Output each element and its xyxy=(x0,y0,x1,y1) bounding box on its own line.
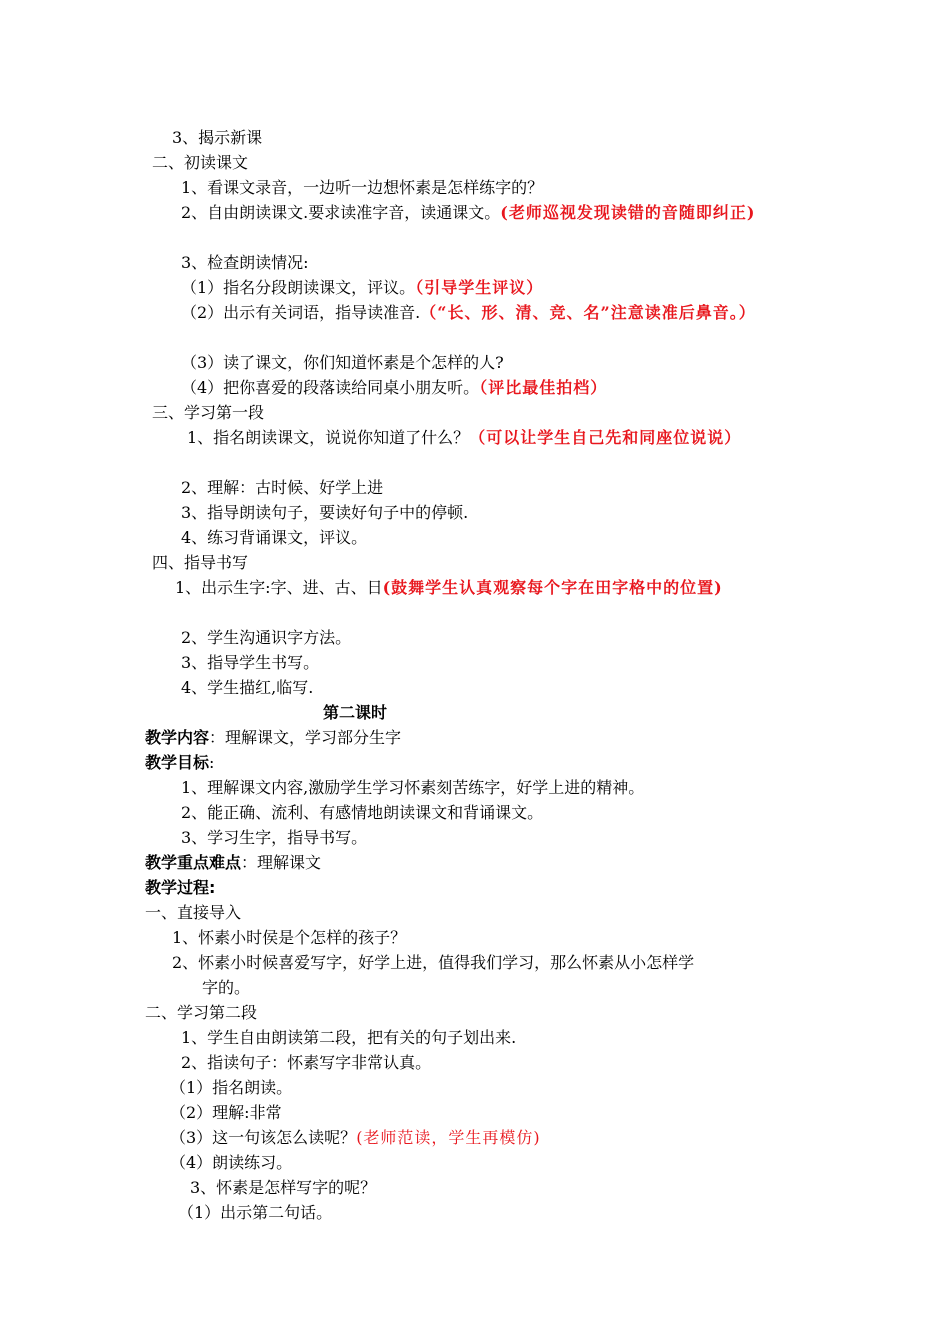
line-text: 3、学习生字，指导书写。 xyxy=(181,828,368,847)
text-line xyxy=(170,1150,835,1175)
line-text: 一、直接导入 xyxy=(145,903,242,922)
line-text: （4）把你喜爱的段落读给同桌小朋友听。 xyxy=(181,378,480,397)
teacher-note: (鼓舞学生认真观察每个字在田字格中的位置) xyxy=(382,578,723,597)
line-text: （3）读了课文，你们知道怀素是个怎样的人? xyxy=(181,353,504,372)
section-heading xyxy=(152,150,817,175)
line-text: 2、自由朗读课文.要求读准字音，读通课文。 xyxy=(181,203,501,222)
text-line xyxy=(145,300,810,325)
line-text: 字的。 xyxy=(202,978,251,997)
line-text: （1）出示第二句话。 xyxy=(178,1203,333,1222)
text-line xyxy=(181,375,846,400)
line-text: 3、指导朗读句子，要读好句子中的停顿. xyxy=(181,503,469,522)
label: 教学目标 xyxy=(145,753,210,772)
line-text: 1、看课文录音，一边听一边想怀素是怎样练字的？ xyxy=(181,178,544,197)
text-line xyxy=(181,825,846,850)
text-line xyxy=(181,650,846,675)
teacher-note: （可以让学生自己先和同座位说说） xyxy=(469,428,742,447)
line-text: 1、学生自由朗读第二段，把有关的句子划出来. xyxy=(181,1028,517,1047)
text-line xyxy=(145,200,810,225)
lesson-heading xyxy=(145,700,565,725)
text-line xyxy=(181,675,846,700)
line-text: 3、检查朗读情况: xyxy=(181,253,309,272)
text-line xyxy=(172,125,837,150)
line-text: 2、怀素小时候喜爱写字，好学上进，值得我们学习，那么怀素从小怎样学 xyxy=(172,953,695,972)
value: ：理解课文 xyxy=(241,853,322,872)
line-text: 4、练习背诵课文，评议。 xyxy=(181,528,368,547)
text-line xyxy=(190,1175,855,1200)
section-heading xyxy=(145,900,810,925)
line-text: 三、学习第一段 xyxy=(152,403,265,422)
section-heading xyxy=(152,400,817,425)
teacher-note: （“长、形、清、竞、名”注意读准后鼻音。） xyxy=(420,303,756,322)
key-line xyxy=(145,850,810,875)
teacher-note: （评比最佳拍档） xyxy=(479,378,608,397)
text-line xyxy=(145,575,810,600)
line-text: 四、指导书写 xyxy=(152,553,249,572)
section-heading xyxy=(152,550,817,575)
line-text: 3、揭示新课 xyxy=(172,128,263,147)
text-line xyxy=(181,775,846,800)
line-text: 3、指导学生书写。 xyxy=(181,653,320,672)
text-line xyxy=(172,925,837,950)
line-text: 1、指名朗读课文，说说你知道了什么？ xyxy=(187,428,470,447)
text-line xyxy=(181,500,846,525)
value: ：理解课文，学习部分生字 xyxy=(209,728,402,747)
text-line xyxy=(202,975,867,1000)
line-text: （4）朗读练习。 xyxy=(170,1153,293,1172)
goal-line xyxy=(145,750,810,775)
line-text: （1）指名朗读。 xyxy=(170,1078,293,1097)
process-label xyxy=(145,875,810,900)
line-text: 1、怀素小时侯是个怎样的孩子？ xyxy=(172,928,407,947)
heading-text: 第二课时 xyxy=(322,703,387,722)
line-text: 2、能正确、流利、有感情地朗读课文和背诵课文。 xyxy=(181,803,544,822)
text-line xyxy=(181,250,846,275)
text-line xyxy=(170,1075,835,1100)
line-text: （1）指名分段朗读课文，评议。 xyxy=(181,278,416,297)
line-text: 二、初读课文 xyxy=(152,153,249,172)
line-text: 3、怀素是怎样写字的呢？ xyxy=(190,1178,377,1197)
label: 教学过程: xyxy=(145,878,216,897)
text-line xyxy=(181,800,846,825)
line-text: （3）这一句该怎么读呢？ xyxy=(170,1128,357,1147)
teacher-note: (老师范读，学生再模仿) xyxy=(356,1128,541,1147)
text-line xyxy=(181,175,846,200)
line-text: （2）出示有关词语，指导读准音. xyxy=(181,303,421,322)
label: 教学内容 xyxy=(145,728,210,747)
text-line xyxy=(181,525,846,550)
text-line xyxy=(181,625,846,650)
line-text: 2、理解：古时候、好学上进 xyxy=(181,478,384,497)
line-text: 2、指读句子：怀素写字非常认真。 xyxy=(181,1053,432,1072)
text-line xyxy=(170,1125,835,1150)
line-text: 4、学生描红,临写. xyxy=(181,678,314,697)
text-line xyxy=(181,350,846,375)
text-line xyxy=(181,1050,846,1075)
text-line xyxy=(145,425,810,450)
line-text: 1、理解课文内容,激励学生学习怀素刻苦练字，好学上进的精神。 xyxy=(181,778,645,797)
line-text: 1、出示生字:字、进、古、日 xyxy=(175,578,383,597)
text-line xyxy=(181,475,846,500)
text-line xyxy=(178,1200,843,1225)
value: : xyxy=(209,753,215,772)
line-text: 2、学生沟通识字方法。 xyxy=(181,628,352,647)
content-line xyxy=(145,725,810,750)
text-line xyxy=(170,1100,835,1125)
line-text: 二、学习第二段 xyxy=(145,1003,258,1022)
text-line xyxy=(181,275,846,300)
line-text: （2）理解:非常 xyxy=(170,1103,282,1122)
text-line xyxy=(172,950,812,975)
teacher-note: （引导学生评议） xyxy=(415,278,544,297)
text-line xyxy=(181,1025,846,1050)
label: 教学重点难点 xyxy=(145,853,242,872)
section-heading xyxy=(145,1000,810,1025)
teacher-note: (老师巡视发现读错的音随即纠正) xyxy=(500,203,756,222)
